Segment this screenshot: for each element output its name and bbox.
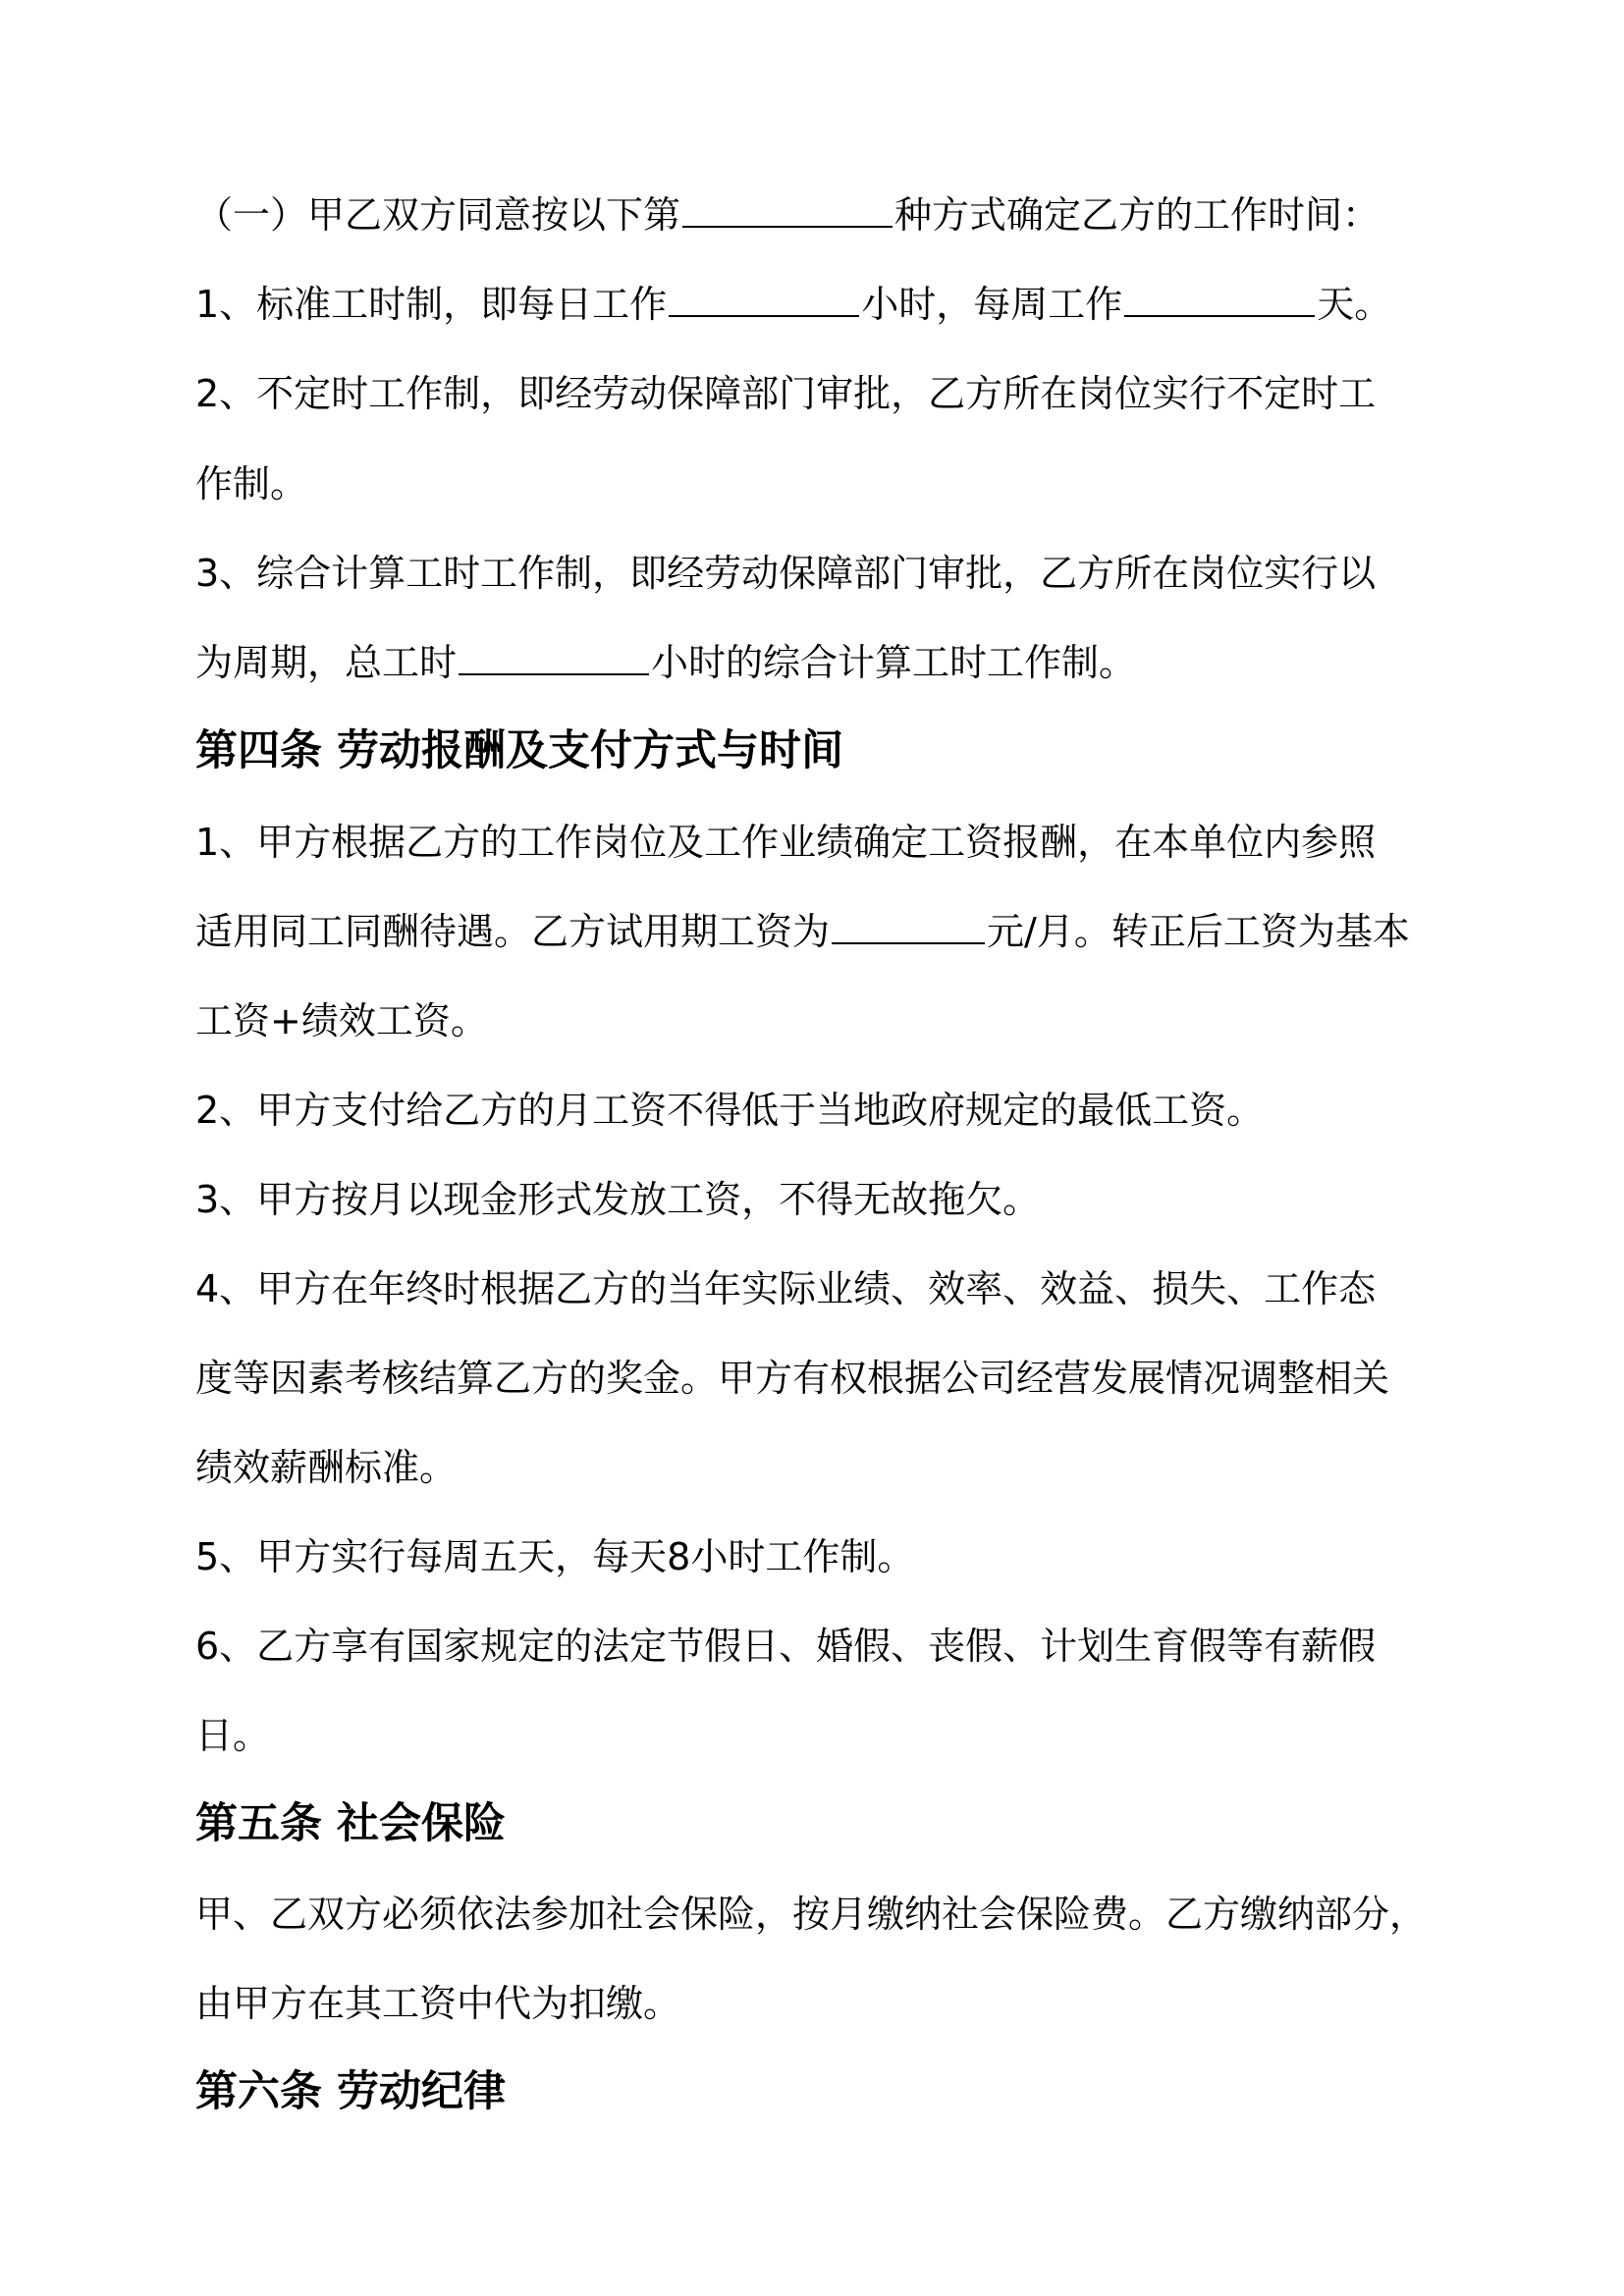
article4-item3: 3、甲方按月以现金形式发放工资，不得无故拖欠。 xyxy=(195,1178,1041,1221)
article4-item1-line2 xyxy=(195,909,1410,954)
daily-hours-blank[interactable] xyxy=(669,282,859,317)
flexible-hours-line1: 2、不定时工作制，即经劳动保障部门审批，乙方所在岗位实行不定时工 xyxy=(195,372,1377,415)
article4-title: 第四条 劳动报酬及支付方式与时间 xyxy=(195,726,843,775)
combined-hours-text-a: 为周期，总工时 xyxy=(195,641,458,684)
article4-item1-line3: 工资+绩效工资。 xyxy=(195,999,488,1042)
article4-item1-line1: 1、甲方根据乙方的工作岗位及工作业绩确定工资报酬，在本单位内参照 xyxy=(195,821,1377,864)
combined-hours-text-b: 小时的综合计算工时工作制。 xyxy=(651,641,1137,684)
probation-wage-blank[interactable] xyxy=(832,909,985,944)
weekly-days-blank[interactable] xyxy=(1124,282,1315,317)
article4-item4-line2: 度等因素考核结算乙方的奖金。甲方有权根据公司经营发展情况调整相关 xyxy=(195,1357,1390,1400)
standard-hours-text-a: 1、标准工时制，即每日工作 xyxy=(195,283,668,326)
worktime-intro-text-a: （一）甲乙双方同意按以下第 xyxy=(195,193,681,237)
article4-item1-text-b: 元/月。转正后工资为基本 xyxy=(987,910,1410,953)
flexible-hours-line2: 作制。 xyxy=(195,462,308,506)
article4-item4-line3: 绩效薪酬标准。 xyxy=(195,1446,458,1489)
article4-item6-line2: 日。 xyxy=(195,1714,271,1757)
combined-hours-line1: 3、综合计算工时工作制，即经劳动保障部门审批，乙方所在岗位实行以 xyxy=(195,552,1377,595)
article5-line2: 由甲方在其工资中代为扣缴。 xyxy=(195,1982,681,2025)
article5-line1: 甲、乙双方必须依法参加社会保险，按月缴纳社会保险费。乙方缴纳部分， xyxy=(195,1893,1428,1936)
standard-hours-line xyxy=(195,282,1391,327)
article4-item1-text-a: 适用同工同酬待遇。乙方试用期工资为 xyxy=(195,910,831,953)
worktime-option-blank[interactable] xyxy=(682,192,893,228)
article4-item5: 5、甲方实行每周五天，每天8小时工作制。 xyxy=(195,1535,915,1578)
worktime-intro xyxy=(195,192,1380,238)
article5-title: 第五条 社会保险 xyxy=(195,1799,506,1848)
total-hours-blank[interactable] xyxy=(459,640,649,675)
article4-item6-line1: 6、乙方享有国家规定的法定节假日、婚假、丧假、计划生育假等有薪假 xyxy=(195,1625,1377,1668)
standard-hours-text-c: 天。 xyxy=(1317,283,1392,326)
combined-hours-line2 xyxy=(195,640,1136,685)
standard-hours-text-b: 小时，每周工作 xyxy=(861,283,1123,326)
worktime-intro-text-b: 种方式确定乙方的工作时间： xyxy=(894,193,1380,237)
article4-item4-line1: 4、甲方在年终时根据乙方的当年实际业绩、效率、效益、损失、工作态 xyxy=(195,1267,1377,1310)
article4-item2: 2、甲方支付给乙方的月工资不得低于当地政府规定的最低工资。 xyxy=(195,1089,1265,1132)
article6-title: 第六条 劳动纪律 xyxy=(195,2067,506,2116)
